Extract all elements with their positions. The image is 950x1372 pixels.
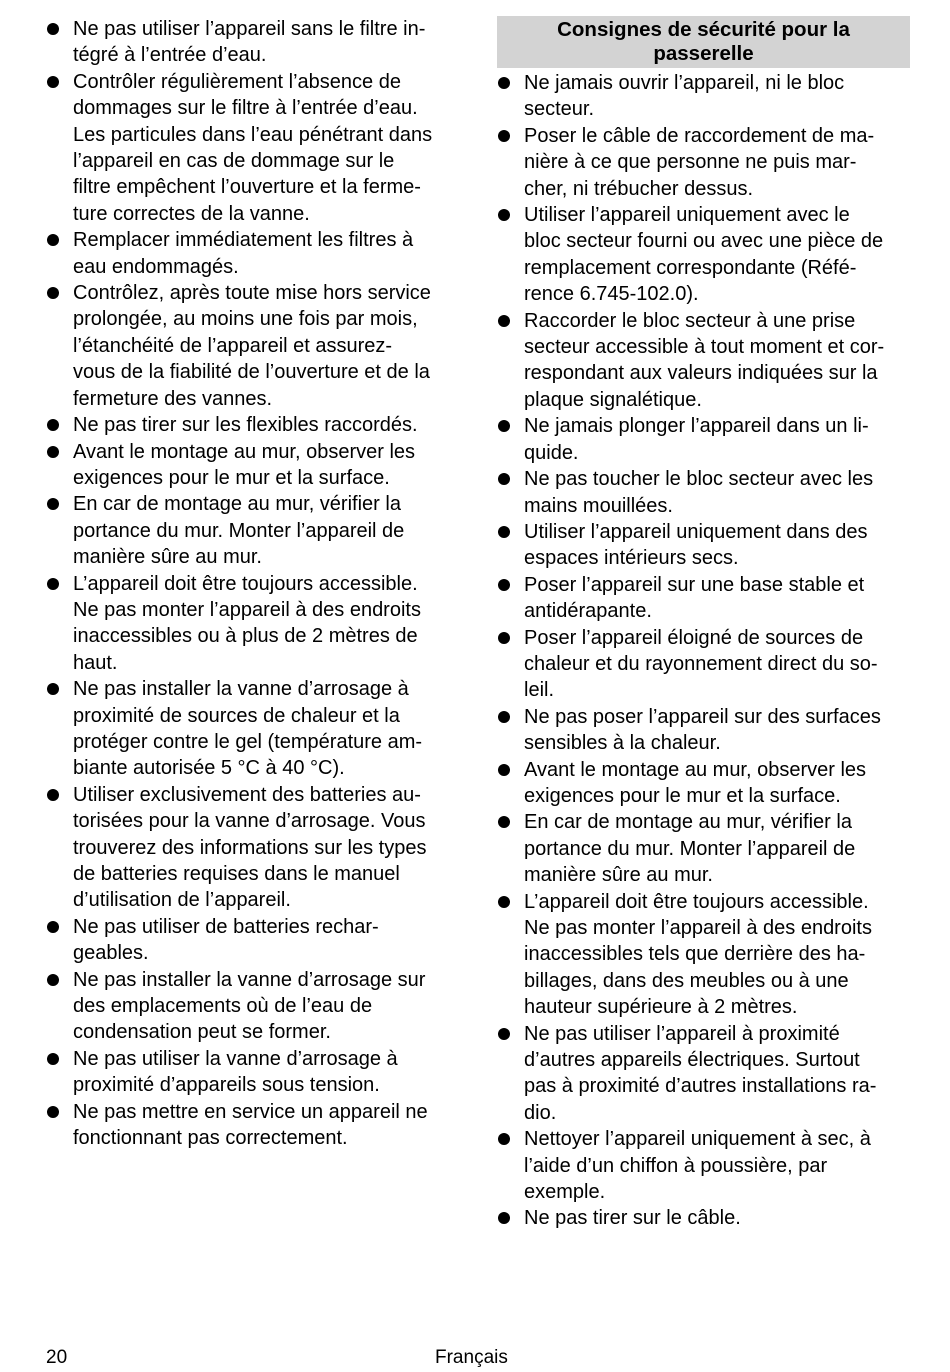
bullet-text: Ne pas utiliser l’appareil sans le filtre in- tégré à l’entrée d’eau. bbox=[73, 18, 426, 67]
bullet-item bbox=[46, 280, 466, 412]
bullet-text: Avant le montage au mur, observer les exigences pour le mur et la surface. bbox=[524, 758, 867, 807]
bullet-item bbox=[497, 413, 910, 466]
bullet-icon bbox=[47, 234, 59, 246]
bullet-text: Ne jamais plonger l’appareil dans un li- quide. bbox=[524, 415, 869, 464]
bullet-item bbox=[497, 202, 910, 308]
bullet-icon bbox=[47, 76, 59, 88]
bullet-text: Utiliser l’appareil uniquement dans des espaces intérieurs secs. bbox=[524, 520, 868, 570]
bullet-icon bbox=[498, 1028, 510, 1040]
bullet-item bbox=[497, 1126, 910, 1205]
bullet-text: En car de montage au mur, vérifier la portance du mur. Monter l’appareil de manière sûre au mur. bbox=[524, 811, 856, 887]
bullet-text: Ne pas utiliser de batteries rechar- geables. bbox=[73, 915, 379, 965]
bullet-text: Ne pas utiliser l’appareil à proximité d’autres appareils électriques. Surtout pas à proximité d’autres installations ra- dio. bbox=[524, 1022, 877, 1124]
bullet-item bbox=[46, 412, 466, 438]
bullet-text: Utiliser exclusivement des batteries au- torisées pour la vanne d’arrosage. Vous trouverez des informations sur les types de batteries requises dans le manuel d’utilisation de l’appareil. bbox=[73, 783, 427, 912]
bullet-item bbox=[497, 889, 910, 1021]
bullet-item bbox=[497, 123, 910, 202]
bullet-item bbox=[46, 491, 466, 570]
bullet-item bbox=[497, 308, 910, 414]
bullet-text: Contrôler régulièrement l’absence de dommages sur le filtre à l’entrée d’eau. Les particules dans l’eau pénétrant dans l’appareil en cas de dommage sur le filtre empêchent l’ouverture et la ferme- ture correctes de la vanne. bbox=[73, 70, 433, 225]
bullet-text: Contrôlez, après toute mise hors service prolongée, au moins une fois par mois, l’étanchéité de l’appareil et assurez- vous de la fiabilité de l’ouverture et de la fermeture des vannes. bbox=[73, 282, 431, 410]
bullet-icon bbox=[498, 896, 510, 908]
bullet-text: Ne pas mettre en service un appareil ne fonctionnant pas correctement. bbox=[73, 1100, 428, 1150]
bullet-item bbox=[497, 1205, 910, 1231]
bullet-item bbox=[46, 1099, 466, 1152]
bullet-item bbox=[497, 704, 910, 757]
bullet-text: Poser le câble de raccordement de ma- nière à ce que personne ne puis mar- cher, ni trébucher dessus. bbox=[524, 124, 875, 200]
bullet-icon bbox=[47, 1106, 59, 1118]
bullet-icon bbox=[47, 683, 59, 695]
bullet-text: Ne pas utiliser la vanne d’arrosage à proximité d’appareils sous tension. bbox=[73, 1047, 398, 1097]
bullet-icon bbox=[47, 419, 59, 431]
bullet-icon bbox=[498, 420, 510, 432]
bullet-item bbox=[46, 69, 466, 227]
bullet-icon bbox=[498, 579, 510, 591]
bullet-icon bbox=[47, 789, 59, 801]
bullet-text: Poser l’appareil sur une base stable et antidérapante. bbox=[524, 573, 865, 623]
bullet-item bbox=[46, 967, 466, 1046]
bullet-text: Utiliser l’appareil uniquement avec le bloc secteur fourni ou avec une pièce de remplacement correspondante (Réfé- rence 6.745-102.0). bbox=[524, 204, 884, 306]
bullet-item bbox=[46, 1046, 466, 1099]
bullet-icon bbox=[498, 473, 510, 485]
bullet-icon bbox=[498, 764, 510, 776]
bullet-text: L’appareil doit être toujours accessible. Ne pas monter l’appareil à des endroits inaccessibles ou à plus de 2 mètres de haut. bbox=[73, 572, 421, 674]
bullet-item bbox=[497, 809, 910, 888]
bullet-text: Ne pas installer la vanne d’arrosage à proximité de sources de chaleur et la protéger contre le gel (température am- biante autorisée 5 °C à 40 °C). bbox=[73, 678, 423, 780]
bullet-icon bbox=[498, 816, 510, 828]
bullet-item bbox=[46, 227, 466, 280]
bullet-item bbox=[497, 572, 910, 625]
bullet-icon bbox=[498, 632, 510, 644]
section-title: Consignes de sécurité pour la passerelle bbox=[497, 16, 910, 68]
bullet-item bbox=[46, 16, 466, 69]
bullet-item bbox=[497, 1021, 910, 1127]
bullet-text: Remplacer immédiatement les filtres à eau endommagés. bbox=[73, 229, 414, 278]
left-column bbox=[46, 16, 466, 1151]
bullet-icon bbox=[498, 1212, 510, 1224]
bullet-text: Ne jamais ouvrir l’appareil, ni le bloc secteur. bbox=[524, 72, 845, 121]
bullet-icon bbox=[47, 287, 59, 299]
bullet-item bbox=[46, 914, 466, 967]
page-number: 20 bbox=[46, 1347, 68, 1368]
bullet-text: En car de montage au mur, vérifier la portance du mur. Monter l’appareil de manière sûre au mur. bbox=[73, 493, 405, 569]
bullet-text: Nettoyer l’appareil uniquement à sec, à l’aide d’un chiffon à poussière, par exemple. bbox=[524, 1128, 871, 1204]
bullet-item bbox=[46, 782, 466, 914]
bullet-text: Ne pas toucher le bloc secteur avec les mains mouillées. bbox=[524, 468, 874, 517]
right-column bbox=[497, 16, 910, 1232]
bullet-text: Ne pas tirer sur les flexibles raccordés. bbox=[73, 414, 418, 437]
bullet-item bbox=[497, 70, 910, 123]
right-bullet-list bbox=[497, 70, 910, 1232]
bullet-icon bbox=[498, 315, 510, 327]
bullet-text: Poser l’appareil éloigné de sources de chaleur et du rayonnement direct du so- leil. bbox=[524, 626, 878, 702]
bullet-item bbox=[497, 519, 910, 572]
bullet-text: Ne pas tirer sur le câble. bbox=[524, 1207, 741, 1230]
bullet-item bbox=[46, 676, 466, 782]
bullet-item bbox=[46, 571, 466, 677]
bullet-icon bbox=[47, 921, 59, 933]
bullet-icon bbox=[498, 77, 510, 89]
bullet-icon bbox=[498, 209, 510, 221]
bullet-item bbox=[497, 625, 910, 704]
bullet-item bbox=[46, 439, 466, 492]
bullet-icon bbox=[47, 578, 59, 590]
bullet-text: Ne pas poser l’appareil sur des surfaces sensibles à la chaleur. bbox=[524, 705, 881, 755]
bullet-item bbox=[497, 757, 910, 810]
bullet-icon bbox=[498, 130, 510, 142]
bullet-icon bbox=[47, 23, 59, 35]
left-bullet-list bbox=[46, 16, 466, 1151]
bullet-text: Avant le montage au mur, observer les exigences pour le mur et la surface. bbox=[73, 440, 416, 489]
bullet-icon bbox=[47, 1053, 59, 1065]
bullet-text: L’appareil doit être toujours accessible. Ne pas monter l’appareil à des endroits inaccessibles tels que derrière des ha- billages, dans des meubles ou à une hauteur supérieure à 2 mètres. bbox=[524, 890, 872, 1019]
bullet-text: Raccorder le bloc secteur à une prise secteur accessible à tout moment et cor- respondant aux valeurs indiquées sur la plaque signalétique. bbox=[524, 309, 885, 411]
footer-language: Français bbox=[435, 1347, 508, 1368]
bullet-icon bbox=[498, 1133, 510, 1145]
bullet-icon bbox=[47, 974, 59, 986]
bullet-icon bbox=[47, 446, 59, 458]
bullet-text: Ne pas installer la vanne d’arrosage sur des emplacements où de l’eau de condensation peut se former. bbox=[73, 968, 426, 1044]
bullet-icon bbox=[498, 711, 510, 723]
bullet-item bbox=[497, 466, 910, 519]
bullet-icon bbox=[47, 498, 59, 510]
bullet-icon bbox=[498, 526, 510, 538]
